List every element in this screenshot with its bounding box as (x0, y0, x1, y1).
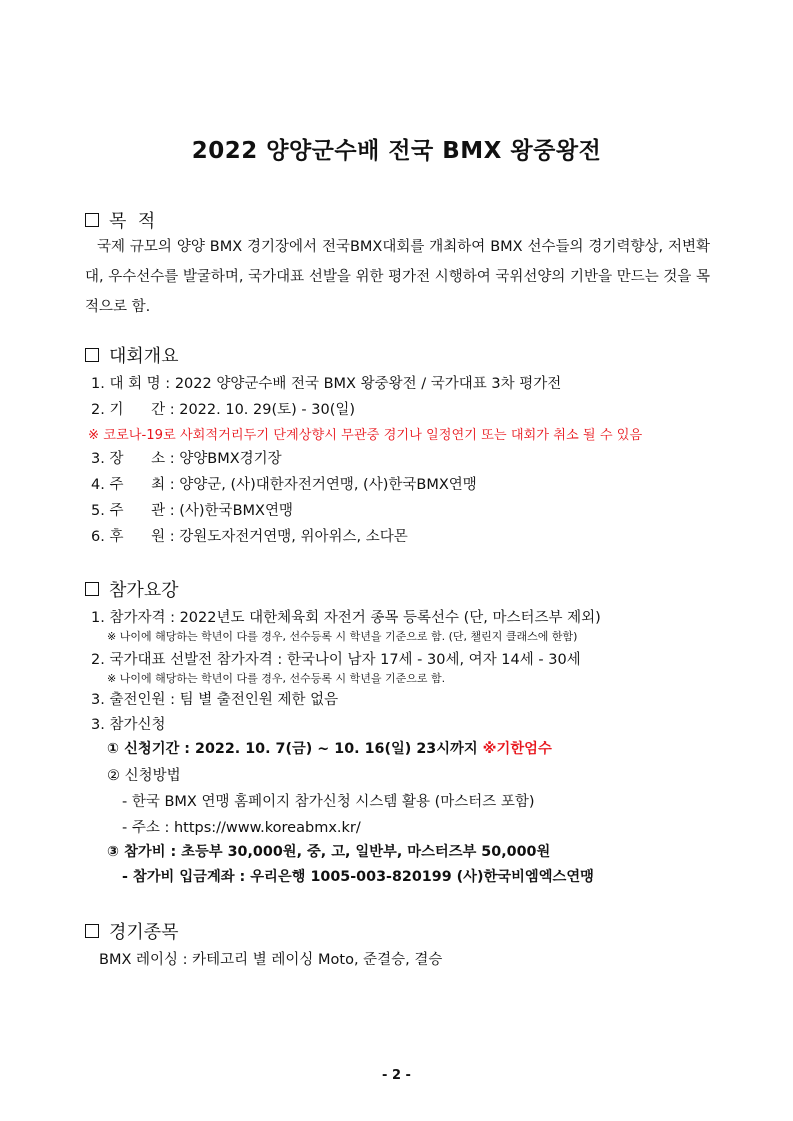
section-heading-text: 목 적 (109, 211, 156, 232)
purpose-body: 국제 규모의 양양 BMX 경기장에서 전국BMX대회를 개최하여 BMX 선수들의 경기력향상, 저변확대, 우수선수를 발굴하며, 국가대표 선발을 위한 평가전 시행하여 국위선양의 기반을 만드는 것을 목적으로 함. (85, 239, 710, 315)
requirements-item-4: 3. 참가신청 (91, 717, 166, 733)
section-heading-requirements (85, 576, 179, 602)
section-heading-text: 대회개요 (109, 346, 179, 367)
overview-item-1: 1. 대 회 명 : 2022 양양군수배 전국 BMX 왕중왕전 / 국가대표 3차 평가전 (91, 376, 562, 392)
checkbox-square-icon (85, 582, 99, 596)
section-heading-text: 경기종목 (109, 922, 179, 943)
page-number: - 2 - (382, 1068, 411, 1083)
overview-item-4: 4. 주 최 : 양양군, (사)대한자전거연맹, (사)한국BMX연맹 (91, 477, 477, 493)
checkbox-square-icon (85, 348, 99, 362)
application-method: ② 신청방법 (107, 768, 181, 784)
application-method-url: - 주소 : https://www.koreabmx.kr/ (122, 820, 361, 836)
entry-fee: ③ 참가비 : 초등부 30,000원, 중, 고, 일반부, 마스터즈부 50,000원 (107, 844, 551, 860)
requirements-note-2: ※ 나이에 해당하는 학년이 다를 경우, 선수등록 시 학년을 기준으로 함. (107, 672, 446, 685)
overview-item-5: 5. 주 관 : (사)한국BMX연맹 (91, 503, 293, 519)
overview-item-2: 2. 기 간 : 2022. 10. 29(토) - 30(일) (91, 402, 356, 418)
section-heading-purpose (85, 207, 155, 233)
events-body: BMX 레이싱 : 카테고리 별 레이싱 Moto, 준결승, 결승 (99, 952, 443, 968)
document-title: 2022 양양군수배 전국 BMX 왕중왕전 (191, 138, 602, 164)
overview-item-3: 3. 장 소 : 양양BMX경기장 (91, 451, 282, 467)
overview-item-6: 6. 후 원 : 강원도자전거연맹, 위아위스, 소다몬 (91, 529, 408, 545)
section-heading-text: 참가요강 (109, 580, 179, 601)
application-period: ① 신청기간 : 2022. 10. 7(금) ~ 10. 16(일) 23시까지 ※기한엄수 (107, 741, 552, 757)
application-method-system: - 한국 BMX 연맹 홈페이지 참가신청 시스템 활용 (마스터즈 포함) (122, 794, 535, 810)
checkbox-square-icon (85, 924, 99, 938)
overview-notice: ※ 코로나-19로 사회적거리두기 단계상향시 무관중 경기나 일정연기 또는 대회가 취소 될 수 있음 (88, 428, 643, 443)
requirements-note-1: ※ 나이에 해당하는 학년이 다를 경우, 선수등록 시 학년을 기준으로 함. (단, 챌린지 클래스에 한함) (107, 630, 578, 643)
requirements-item-1: 1. 참가자격 : 2022년도 대한체육회 자전거 종목 등록선수 (단, 마스터즈부 제외) (91, 610, 601, 626)
checkbox-square-icon (85, 213, 99, 227)
requirements-item-3: 3. 출전인원 : 팀 별 출전인원 제한 없음 (91, 692, 339, 708)
entry-fee-account: - 참가비 입금계좌 : 우리은행 1005-003-820199 (사)한국비엠엑스연맹 (122, 869, 594, 885)
section-heading-overview (85, 342, 179, 368)
requirements-item-2: 2. 국가대표 선발전 참가자격 : 한국나이 남자 17세 - 30세, 여자 14세 - 30세 (91, 652, 581, 668)
deadline-warning: ※기한엄수 (482, 741, 552, 757)
section-heading-events (85, 918, 179, 944)
